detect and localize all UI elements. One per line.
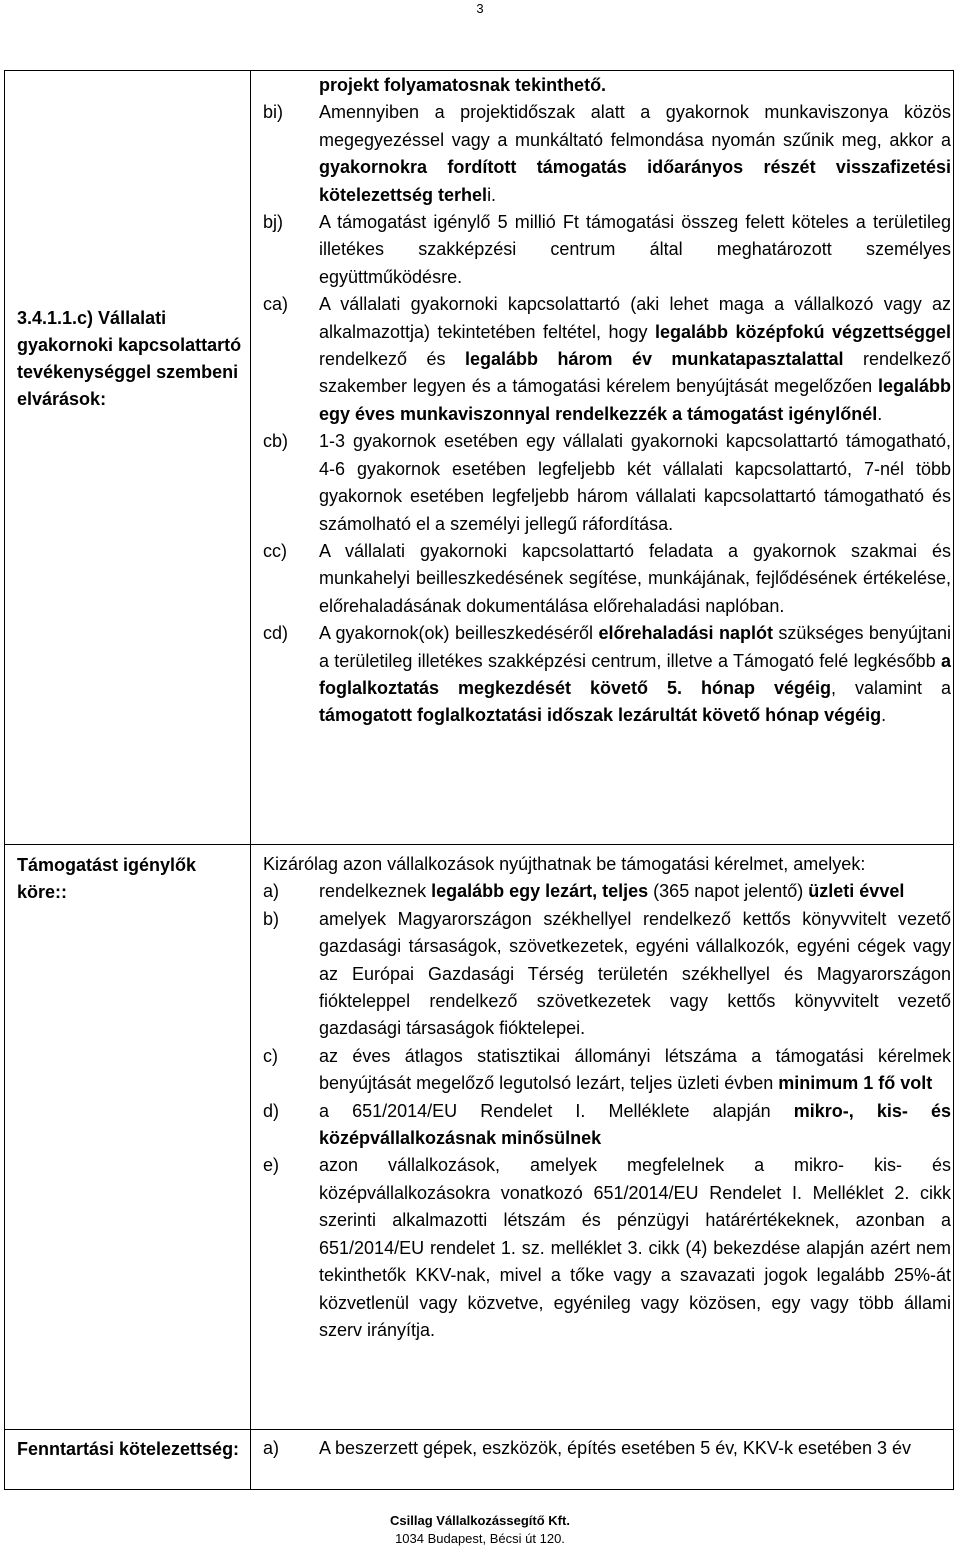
text-segment: Amennyiben a projektidőszak alatt a gyakornok munkaviszonya közös megegyezéssel vagy a munkáltató felmondása nyomán szűnik meg, akkor a <box>319 102 951 150</box>
text-segment: amelyek Magyarországon székhellyel rendelkező kettős könyvvitelt vezető gazdasági társaságok, szövetkezetek, egyéni vállalkozók, egyéni cégek vagy az Európai Gazdasági Térség területén székhellyel és Magyarországon fiókteleppel rendelkező szövetkezetek vagy kettős könyvvitelt vezető gazdasági társaságok fióktelepei. <box>319 908 951 1039</box>
emphasis-text: legalább középfokú végzettséggel <box>655 321 951 342</box>
list-marker: cb) <box>263 431 289 452</box>
list-marker: cc) <box>263 540 287 561</box>
list-marker: bj) <box>263 212 284 233</box>
list-text <box>319 1152 951 1344</box>
list-text <box>319 291 951 428</box>
text-segment: A támogatást igénylő 5 millió Ft támogatási összeg felett köteles a területileg illetékes szakképzési centrum által meghatározott személyes együttműködésre. <box>319 212 951 287</box>
list-item <box>263 1435 951 1462</box>
text-segment: A vállalati gyakornoki kapcsolattartó (aki lehet maga a vállalkozó vagy az alkalmazottja) tekintetében feltétel, hogy <box>319 294 951 342</box>
list-item <box>263 620 951 730</box>
text-segment: A gyakornok(ok) beilleszkedéséről <box>319 623 599 644</box>
list-item <box>263 538 951 620</box>
page-number: 3 <box>476 1 484 16</box>
applicants-cell <box>263 851 951 1344</box>
requirement-list <box>263 99 951 729</box>
list-marker: cd) <box>263 623 289 644</box>
list-text <box>319 538 951 620</box>
maintenance-cell <box>263 1435 951 1462</box>
row-divider <box>5 1429 953 1430</box>
emphasis-text: gyakornokra fordított támogatás időarányos részét visszafizetési kötelezettség terhel <box>319 157 951 205</box>
text-segment: azon vállalkozások, amelyek megfelelnek a mikro- kis- és középvállalkozásokra vonatkozó 651/2014/EU Rendelet I. Melléklet 2. cikk szerinti alkalmazotti létszám és pénzügyi határértékeknek, azonban a 651/2014/EU rendelet 1. sz. melléklet 3. cikk (4) bekezdése alapján azért nem tekinthetők KKV-nak, mivel a tőke vagy a szavazati jogok legalább 25%-át közvetlenül vagy közvetve, egyénileg vagy közösen, egy vagy több állami szerv irányítja. <box>319 1155 951 1340</box>
emphasis-text: előrehaladási naplót <box>598 623 773 644</box>
list-text <box>319 428 951 538</box>
list-marker: bi) <box>263 102 284 123</box>
list-text <box>319 906 951 1043</box>
section-label: 3.4.1.1.c) Vállalati gyakornoki kapcsolattartó tevékenységgel szembeni elvárások: <box>17 308 242 409</box>
emphasis-text: üzleti évvel <box>808 881 905 902</box>
emphasis-text: mikro-, kis- és középvállalkozásnak minősülnek <box>319 1100 951 1149</box>
row-divider <box>5 844 953 845</box>
applicants-label: Támogatást igénylők köre:: <box>17 855 197 902</box>
list-marker: a) <box>263 1438 280 1458</box>
text-segment: i. <box>487 184 497 205</box>
list-item <box>263 906 951 1043</box>
list-marker: ca) <box>263 294 289 315</box>
column-divider <box>250 71 251 1489</box>
footer-company: Csillag Vállalkozássegítő Kft. <box>390 1513 570 1528</box>
applicants-intro: Kizárólag azon vállalkozások nyújthatnak be támogatási kérelmet, amelyek: <box>263 854 866 874</box>
content-table <box>4 70 954 1490</box>
footer <box>0 1512 960 1548</box>
text-segment: . <box>881 705 887 726</box>
list-text <box>319 1435 951 1462</box>
applicant-criteria-list <box>263 878 951 1344</box>
list-item <box>263 428 951 538</box>
emphasis-text: a foglalkoztatás megkezdését követő 5. hónap végéig <box>319 650 951 698</box>
list-text <box>319 620 951 730</box>
text-segment: az éves átlagos statisztikai állományi létszáma a támogatási kérelmek benyújtását megelőző legutolsó lezárt, teljes üzleti évben <box>319 1045 951 1094</box>
maintenance-list <box>263 1435 951 1462</box>
emphasis-text: legalább egy lezárt, teljes <box>431 881 649 902</box>
list-item <box>263 291 951 428</box>
list-marker: d) <box>263 1100 280 1121</box>
intro-line: projekt folyamatosnak tekinthető. <box>319 75 607 95</box>
text-segment: rendelkező szakember legyen és a támogatási kérelem benyújtását megelőzően <box>319 349 952 397</box>
list-marker: b) <box>263 908 280 929</box>
list-text <box>319 1098 951 1153</box>
list-item <box>263 1152 951 1344</box>
requirements-cell <box>263 72 951 730</box>
footer-address: 1034 Budapest, Bécsi út 120. <box>395 1531 565 1546</box>
list-item <box>263 1098 951 1153</box>
list-text <box>319 1043 951 1098</box>
emphasis-text: legalább három év munkatapasztalattal <box>465 349 844 370</box>
text-segment: , valamint a <box>831 677 952 698</box>
list-item <box>263 99 951 209</box>
list-item <box>263 1043 951 1098</box>
text-segment: rendelkeznek <box>319 881 432 902</box>
list-item <box>263 209 951 291</box>
list-marker: c) <box>263 1045 278 1066</box>
text-segment: 1-3 gyakornok esetében egy vállalati gyakornoki kapcsolattartó támogatható, 4-6 gyakornok esetében legfeljebb két vállalati kapcsolattartó, 7-nél több gyakornok esetében legfeljebb három vállalati kapcsolattartó támogatható és számolható el a személyi jellegű ráfordítása. <box>319 431 951 534</box>
emphasis-text: minimum 1 fő volt <box>778 1073 933 1094</box>
list-item <box>263 878 951 905</box>
list-text <box>319 209 951 291</box>
emphasis-text: támogatott foglalkoztatási időszak lezárultát követő hónap végéig <box>319 705 882 726</box>
text-segment: . <box>877 403 883 424</box>
list-marker: e) <box>263 1155 280 1176</box>
maintenance-label: Fenntartási kötelezettség: <box>17 1439 240 1459</box>
list-text <box>319 878 951 905</box>
list-text <box>319 99 951 209</box>
list-marker: a) <box>263 881 280 902</box>
text-segment: A vállalati gyakornoki kapcsolattartó feladata a gyakornok szakmai és munkahelyi beilleszkedésének segítése, munkájának, fejlődésének értékelése, előrehaladásának dokumentálása előrehaladási naplóban. <box>319 540 951 616</box>
text-segment: rendelkező és <box>319 349 465 370</box>
text-segment: a 651/2014/EU Rendelet I. Melléklete alapján <box>319 1100 794 1121</box>
text-segment: A beszerzett gépek, eszközök, építés esetében 5 év, KKV-k esetében 3 év <box>319 1438 912 1458</box>
emphasis-text: legalább egy éves munkaviszonnyal rendelkezzék a támogatást igénylőnél <box>319 376 951 424</box>
intro-line-row <box>263 72 951 99</box>
text-segment: (365 napot jelentő) <box>648 881 809 902</box>
text-segment: szükséges benyújtani a területileg illetékes szakképzési centrum, illetve a Támogató felé legkésőbb <box>319 623 951 671</box>
